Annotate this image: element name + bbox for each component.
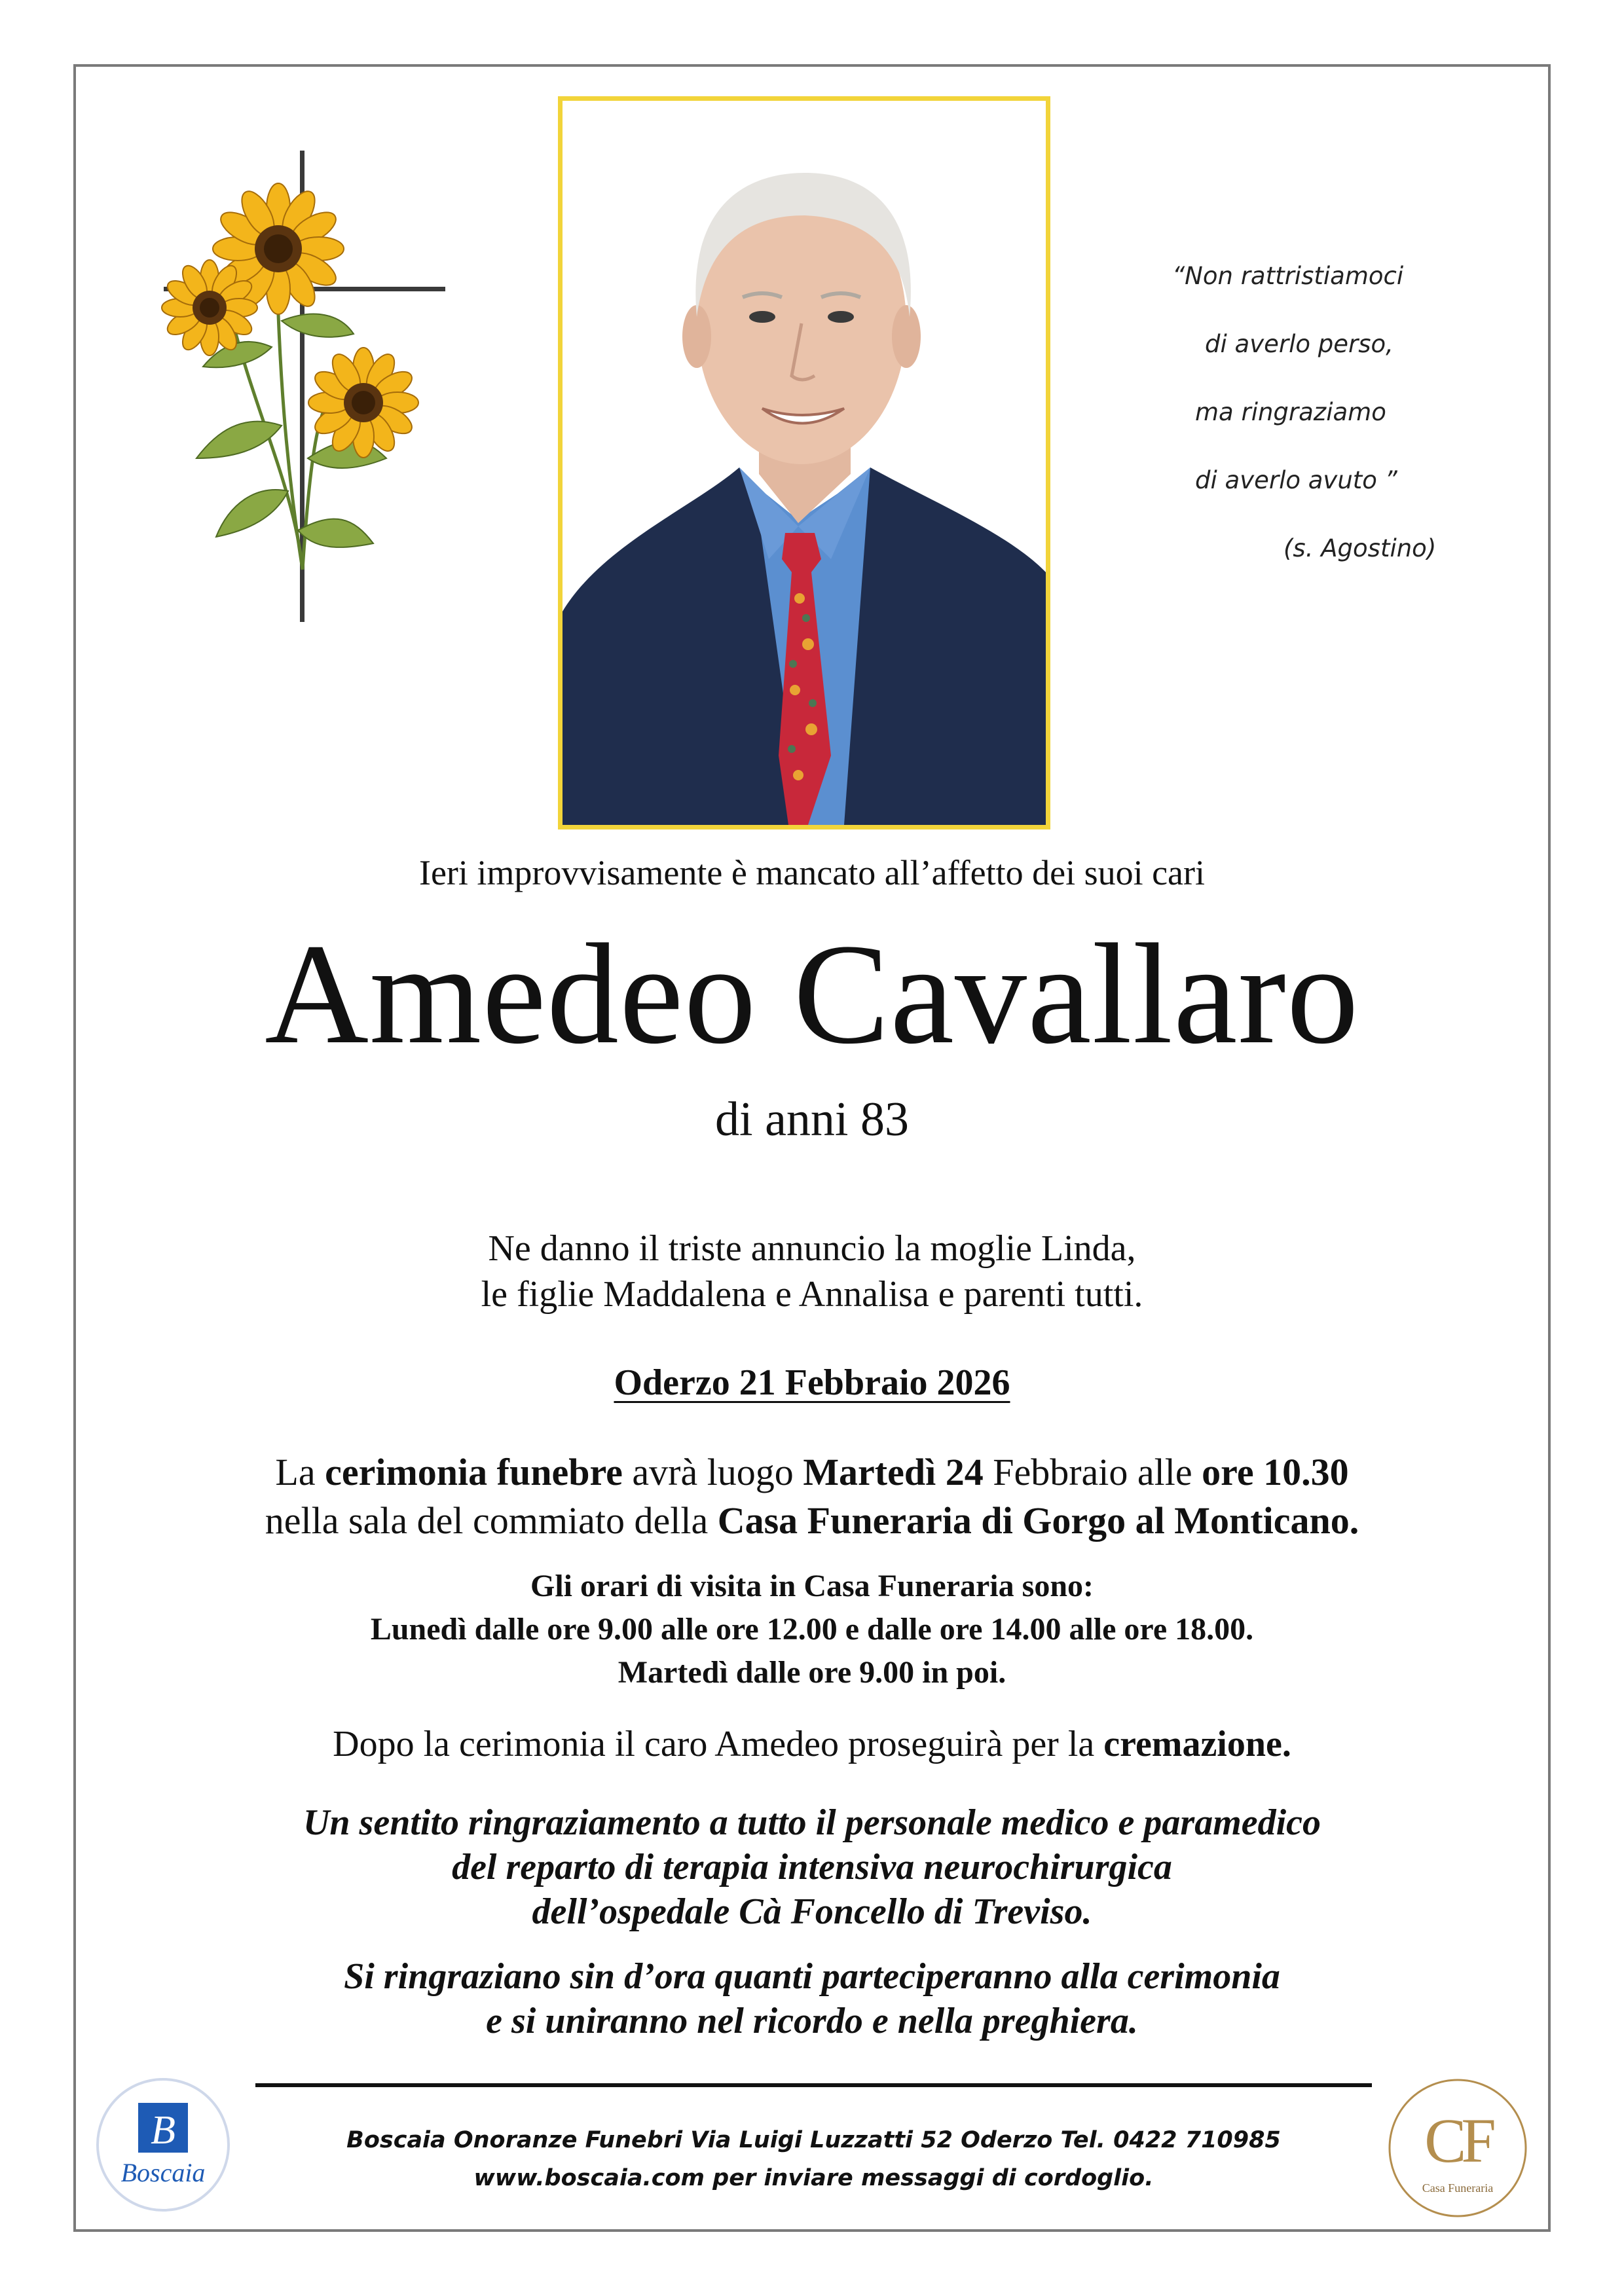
thanks-line: Un sentito ringraziamento a tutto il personale medico e paramedico bbox=[303, 1802, 1321, 1843]
place-date-text: Oderzo 21 Febbraio 2026 bbox=[614, 1362, 1010, 1403]
boscaia-logo bbox=[94, 2075, 232, 2214]
boscaia-logo-text: Boscaia bbox=[120, 2158, 206, 2187]
announcement-line: Ne danno il triste annuncio la moglie Linda, bbox=[488, 1228, 1136, 1269]
announcement-line: le figlie Maddalena e Annalisa e parenti tutti. bbox=[481, 1274, 1143, 1315]
casa-funeraria-logo-text: Casa Funeraria bbox=[1422, 2181, 1494, 2195]
ceremony-bold: cerimonia funebre bbox=[325, 1451, 623, 1493]
casa-funeraria-logo-letters: CF bbox=[1424, 2105, 1491, 2176]
ceremony-text: Febbraio alle bbox=[983, 1451, 1202, 1493]
footer-divider bbox=[255, 2083, 1372, 2087]
visiting-line: Lunedì dalle ore 9.00 alle ore 12.00 e dalle ore 14.00 alle ore 18.00. bbox=[370, 1612, 1254, 1647]
thanks-line: e si uniranno nel ricordo e nella preghiera. bbox=[486, 2001, 1138, 2041]
footer-website[interactable]: www.boscaia.com per inviare messaggi di cordoglio. bbox=[473, 2165, 1154, 2191]
quote-block bbox=[1159, 242, 1500, 583]
quote-line: di averlo perso, bbox=[1205, 330, 1393, 358]
announcement bbox=[73, 1226, 1551, 1317]
ceremony-line bbox=[73, 1497, 1551, 1545]
cross-sunflower-illustration bbox=[157, 151, 452, 629]
portrait-photo bbox=[558, 96, 1050, 829]
portrait-illustration bbox=[563, 101, 1046, 825]
ceremony-bold: Casa Funeraria di Gorgo al Monticano. bbox=[717, 1499, 1359, 1542]
footer-address: Boscaia Onoranze Funebri Via Luigi Luzzatti 52 Oderzo Tel. 0422 710985 bbox=[346, 2127, 1281, 2153]
boscaia-logo-letter: B bbox=[151, 2108, 175, 2153]
quote-attribution: (s. Agostino) bbox=[1283, 534, 1437, 562]
visiting-hours bbox=[73, 1565, 1551, 1694]
thanks-line: Si ringraziano sin d’ora quanti parteciperanno alla cerimonia bbox=[344, 1956, 1280, 1997]
thanks-line: del reparto di terapia intensiva neurochirurgica bbox=[452, 1847, 1172, 1887]
cremation-bold: cremazione. bbox=[1103, 1724, 1291, 1764]
funeral-home-footer bbox=[255, 2121, 1372, 2197]
age-text: di anni 83 bbox=[715, 1093, 909, 1146]
cremation-text: Dopo la cerimonia il caro Amedeo proseguirà per la bbox=[333, 1724, 1104, 1764]
intro-text: Ieri improvvisamente è mancato all’affetto dei suoi cari bbox=[418, 853, 1206, 892]
ceremony-info bbox=[73, 1448, 1551, 1545]
ceremony-bold: ore 10.30 bbox=[1202, 1451, 1349, 1493]
ceremony-text: La bbox=[275, 1451, 325, 1493]
ceremony-bold: Martedì 24 bbox=[803, 1451, 984, 1493]
thanks-attendees bbox=[73, 1954, 1551, 2043]
quote-line: di averlo avuto ” bbox=[1195, 466, 1397, 494]
thanks-staff bbox=[73, 1800, 1551, 1934]
casa-funeraria-logo bbox=[1385, 2075, 1530, 2221]
place-date bbox=[73, 1362, 1551, 1404]
visiting-line: Gli orari di visita in Casa Funeraria sono: bbox=[530, 1569, 1094, 1603]
ceremony-line bbox=[73, 1448, 1551, 1497]
thanks-line: dell’ospedale Cà Foncello di Treviso. bbox=[532, 1891, 1092, 1932]
ceremony-text: nella sala del commiato della bbox=[265, 1499, 718, 1542]
ceremony-text: avrà luogo bbox=[622, 1451, 803, 1493]
cremation-note bbox=[73, 1723, 1551, 1765]
deceased-name: Amedeo Cavallaro bbox=[265, 914, 1359, 1074]
quote-line: ma ringraziamo bbox=[1195, 398, 1386, 426]
sunflower-icon bbox=[308, 348, 418, 458]
visiting-line: Martedì dalle ore 9.00 in poi. bbox=[618, 1655, 1006, 1690]
quote-line: “Non rattristiamoci bbox=[1172, 262, 1404, 290]
